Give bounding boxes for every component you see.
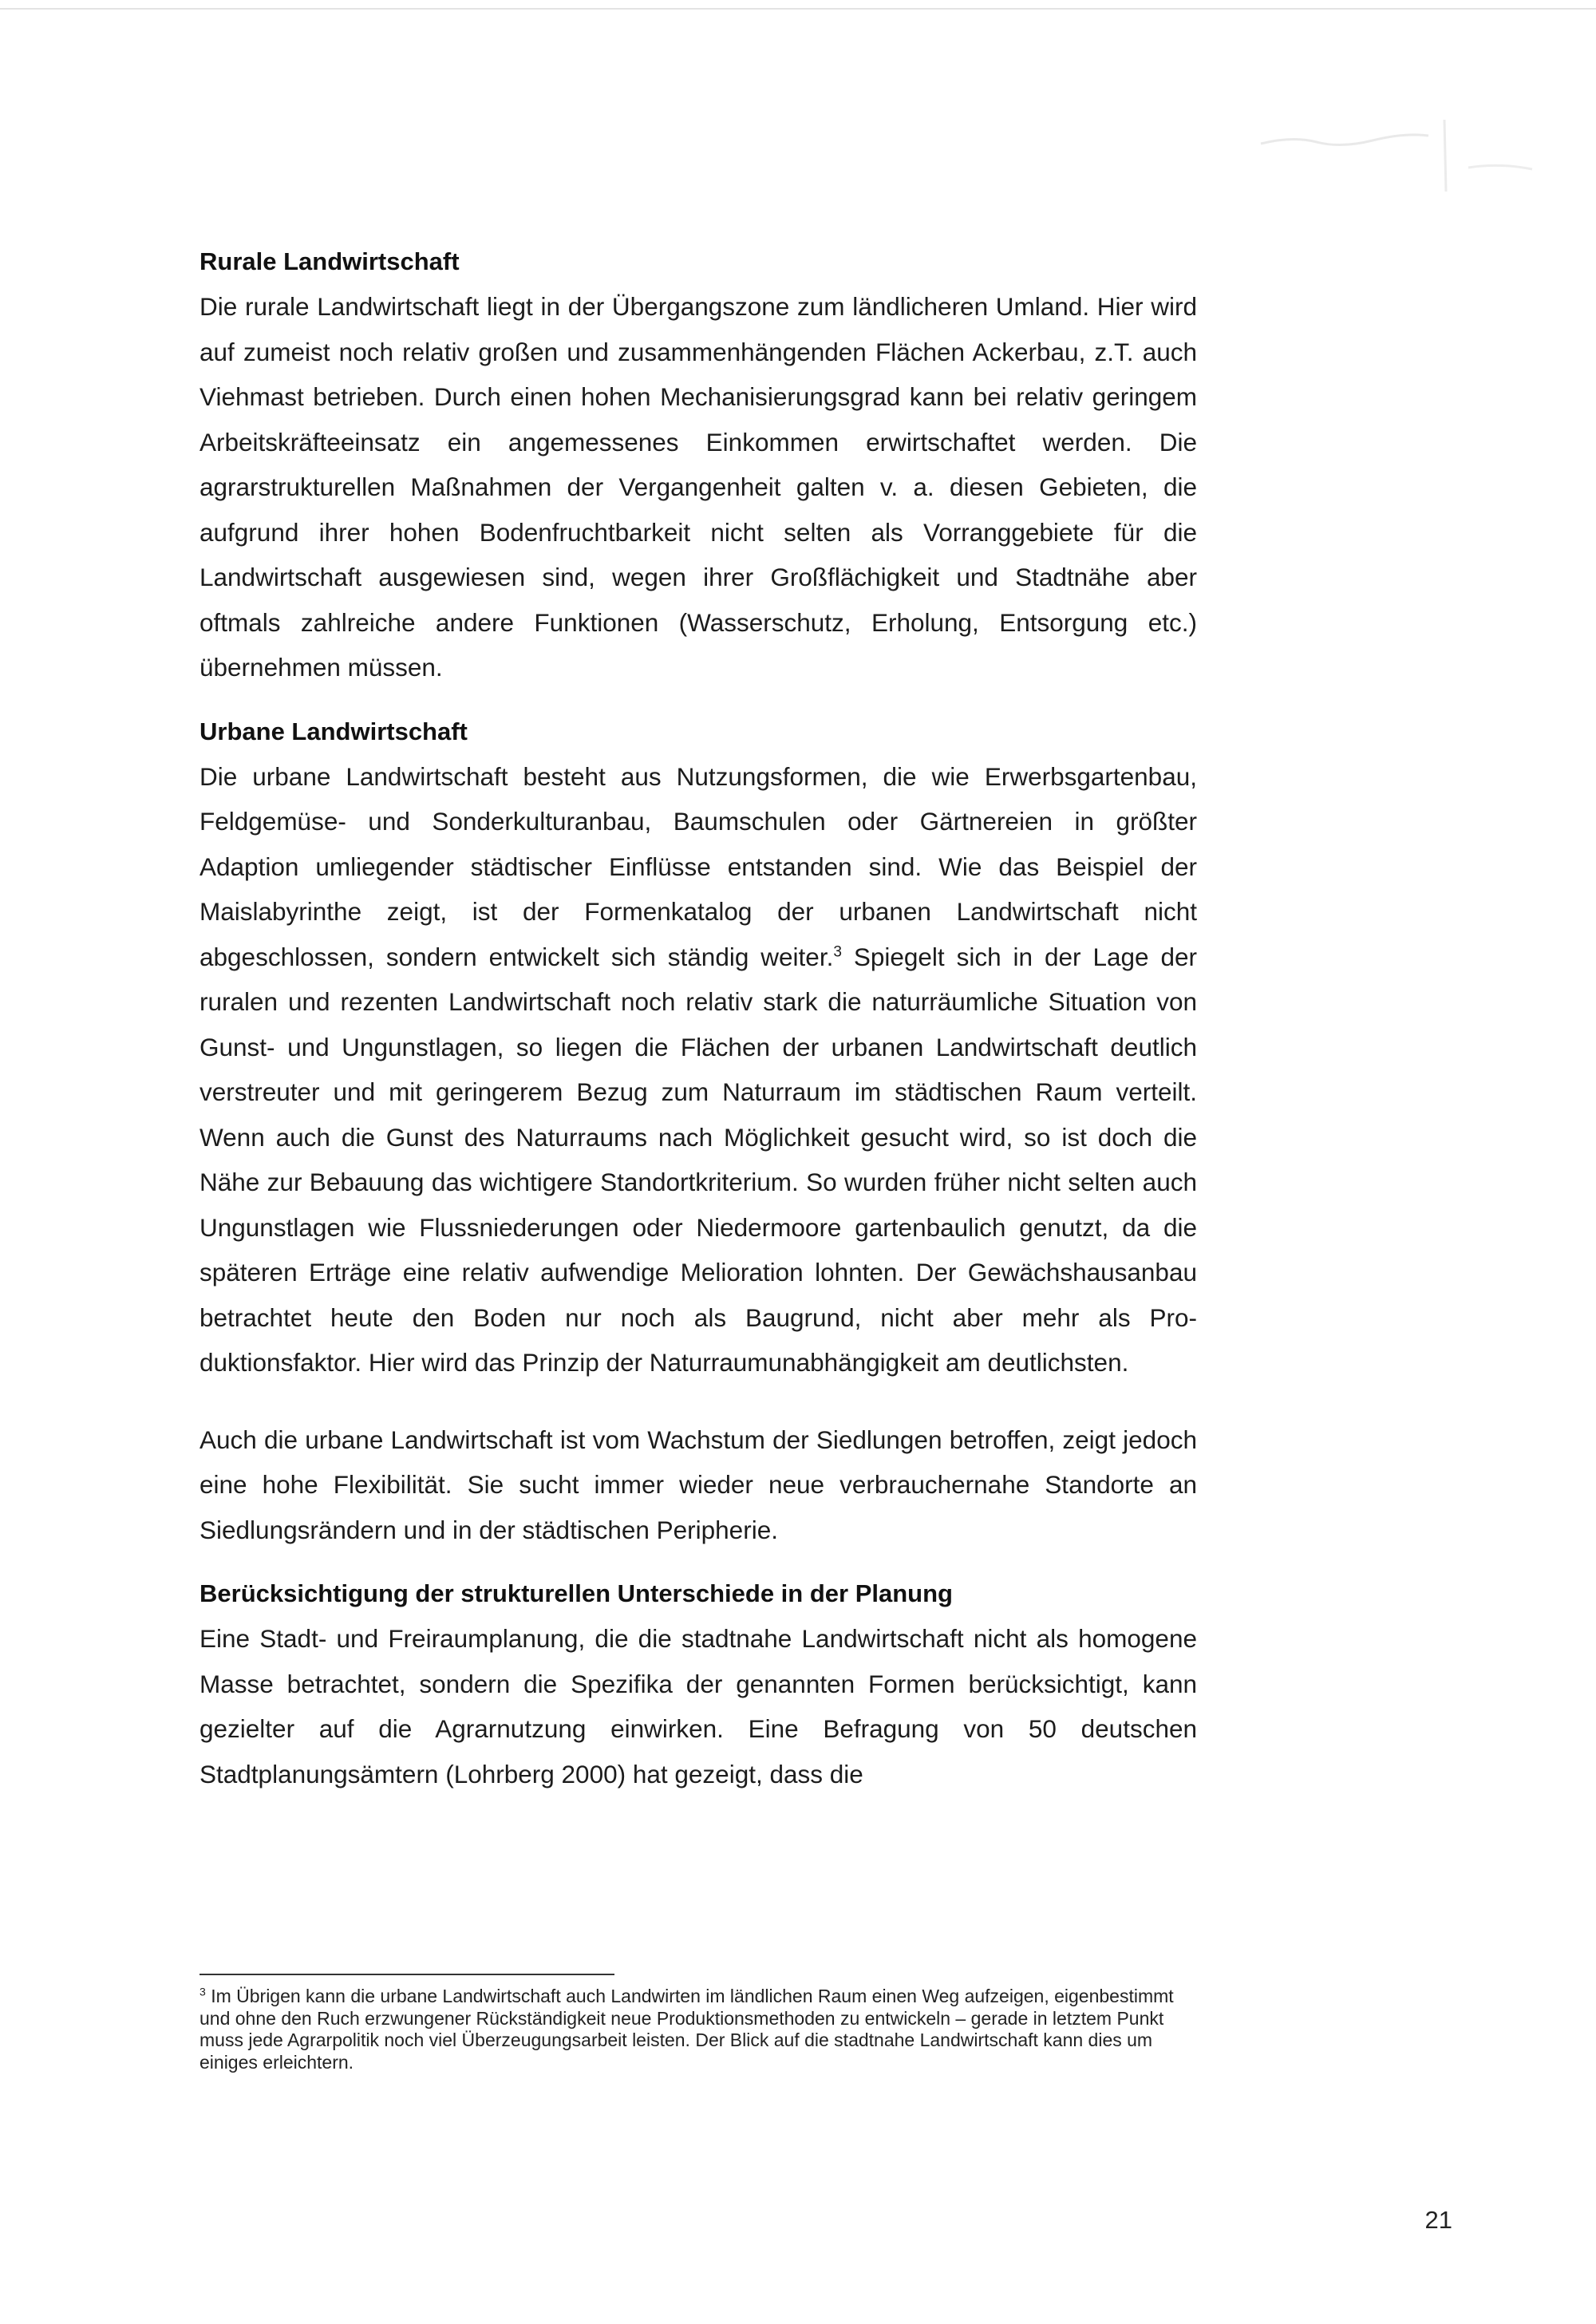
paragraph-rurale-landwirtschaft: Die rurale Landwirtschaft liegt in der Übergangszone zum ländlicheren Umland. Hier wird auf zumeist noch relativ großen und zusammenhängenden Flächen Ackerbau, z.T. auch Viehmast betrieben. Durch einen hohen Mechanisierungsgrad kann bei relativ geringem Arbeitskräfteeinsatz ein angemessenes Einkommen erwirtschaftet werden. Die agrarstrukturellen Maßnahmen der Vergangenheit galten v. a. diesen Gebieten, die aufgrund ihrer hohen Bodenfruchtbarkeit nicht selten als Vorranggebiete für die Landwirtschaft ausgewiesen sind, wegen ihrer Großflächigkeit und Stadtnähe aber oftmals zahlreiche andere Funktionen (Wasserschutz, Erholung, Entsorgung etc.) übernehmen müssen. xyxy=(200,292,1197,682)
footnote-number: 3 xyxy=(200,1985,206,1998)
heading-urbane-landwirtschaft: Urbane Landwirtschaft xyxy=(200,717,468,745)
scan-top-edge xyxy=(0,8,1596,10)
paragraph-text-part-1: Die urbane Landwirtschaft besteht aus Nutzungsformen, die wie Erwerbsgartenbau, Feldgemüse- und Sonderkulturanbau, Baumschulen oder Gärtnereien in größter Adaption umliegender städtischer Einflüsse entstanden sind. Wie das Beispiel der Maislabyrinthe zeigt, ist der Formenkatalog der urbanen Landwirtschaft nicht abgeschlossen, sondern entwickelt sich ständig weiter. xyxy=(200,761,1197,971)
footnote xyxy=(200,1986,1197,2073)
page-number: 21 xyxy=(1424,2206,1452,2234)
paragraph-urbane-landwirtschaft-2: Auch die urbane Landwirtschaft ist vom Wachstum der Siedlungen betroffen, zeigt jedoch eine hohe Flexibilität. Sie sucht immer wieder neue verbrauchernahe Standorte an Siedlungsrändern und in der städtischen Peripherie. xyxy=(200,1425,1197,1544)
footnote-reference[interactable]: 3 xyxy=(833,943,842,960)
paragraph-text-part-2: Spiegelt sich in der Lage der ruralen und rezenten Landwirtschaft noch relativ stark die naturräumliche Situation von Gunst- und Ungunstlagen, so liegen die Flächen der urbanen Landwirtschaft deutlich verstreuter und mit geringerem Bezug zum Naturraum im städtischen Raum verteilt. Wenn auch die Gunst des Naturraums nach Möglichkeit gesucht wird, so ist doch die Nähe zur Bebauung das wichtigere Standortkriterium. So wurden früher nicht selten auch Ungunstlagen wie Flussniederungen oder Niedermoore gartenbaulich genutzt, da die späteren Erträge eine relativ aufwendige Melioration lohnten. Der Gewächshausanbau betrachtet heute den Boden nur noch als Baugrund, nicht aber mehr als Produktionsfaktor. Hier wird das Prinzip der Naturraumunabhängigkeit am deutlichsten. xyxy=(200,942,1197,1377)
paragraph-urbane-landwirtschaft-1 xyxy=(200,754,1197,1385)
paragraph-planung: Eine Stadt- und Freiraumplanung, die die stadtnahe Landwirtschaft nicht als homogene Masse betrachtet, sondern die Spezifika der genannten Formen berücksichtigt, kann gezielter auf die Agrarnutzung einwirken. Eine Befragung von 50 deutschen Stadtplanungsämtern (Lohrberg 2000) hat gezeigt, dass die xyxy=(200,1624,1197,1788)
scan-artifact xyxy=(1245,112,1548,200)
heading-rurale-landwirtschaft: Rurale Landwirtschaft xyxy=(200,247,460,275)
page-body xyxy=(200,239,1197,1796)
heading-planung: Berücksichtigung der strukturellen Unterschiede in der Planung xyxy=(200,1579,953,1607)
footnote-text: Im Übrigen kann die urbane Landwirtschaft auch Landwirten im ländlichen Raum einen Weg aufzeigen, eigenbestimmt und ohne den Ruch erzwungener Rückständigkeit neue Produktionsmethoden zu entwickeln – gerade in letztem Punkt muss jede Agrarpolitik noch viel Überzeugungsarbeit leisten. Der Blick auf die stadtnahe Landwirtschaft kann dies um einiges erleichtern. xyxy=(200,1986,1174,2073)
footnote-separator xyxy=(200,1974,614,1975)
